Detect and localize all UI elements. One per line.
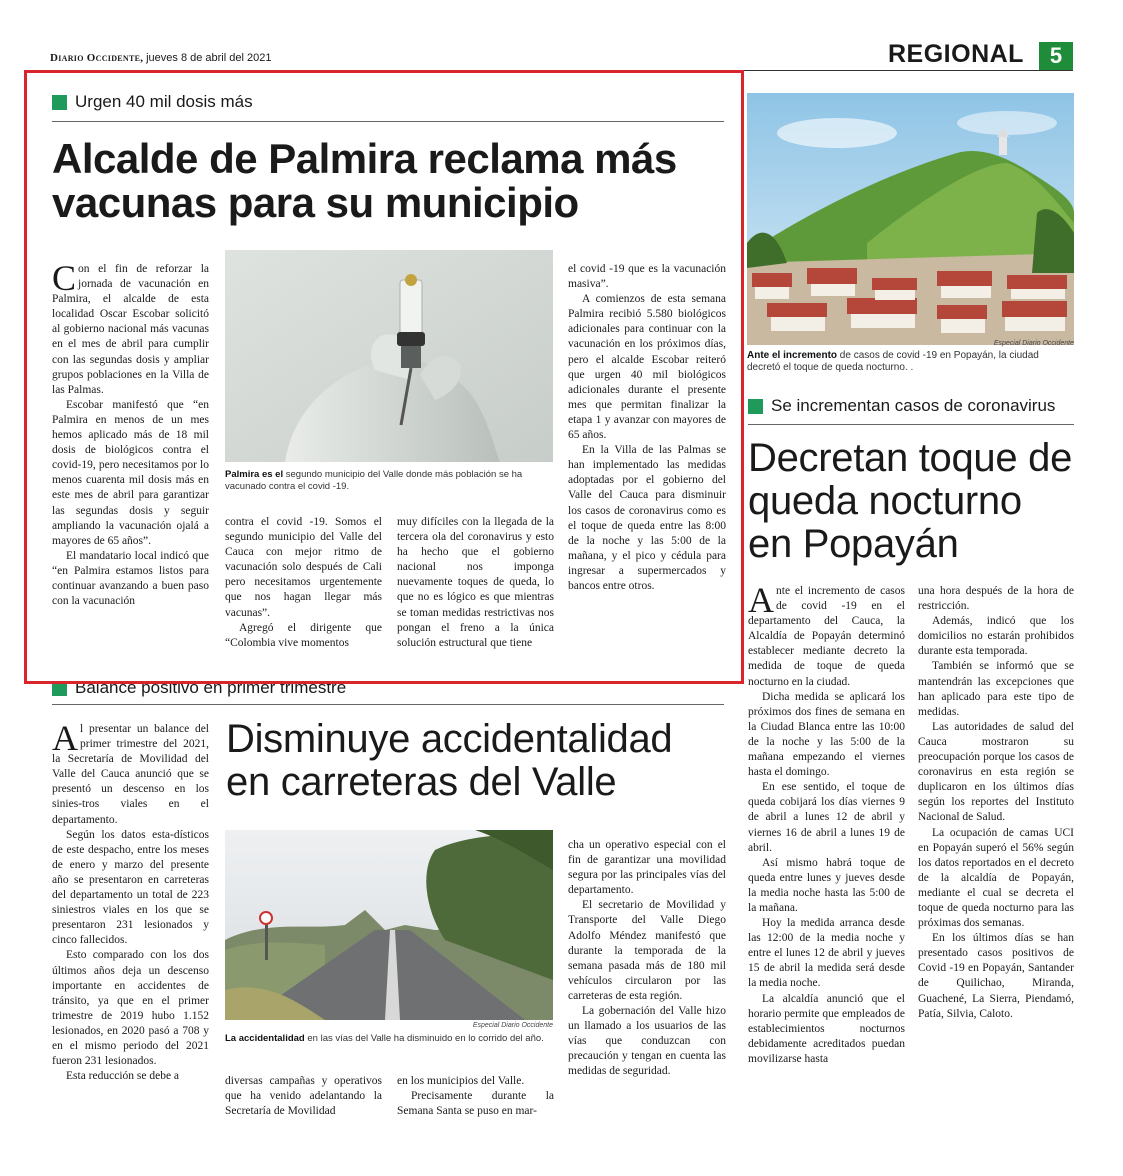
- article2-kicker: [52, 678, 346, 698]
- article2-photo-credit: Especial Diario Occidente: [472, 1022, 553, 1029]
- kicker-square-icon: [52, 681, 67, 696]
- header-rule: [50, 70, 1073, 71]
- article1-column-4: el covid -19 que es la vacunación masiva”. A comienzos de esta semana Palmira recibió 5.580 biológicos adicionales para continuar con la vacunación en los próximos días, pero el alcalde Escobar reiteró que urgen 40 mil biológicos adicionales durante el presente mes que permitan finalizar la etapa 1 y avanzar con mayores de 65 años. En la Villa de las Palmas se han implementado las medidas adoptadas por el gobierno del Valle del Cauca para disminuir los casos de coronavirus como es el toque de queda entre las 8:00 de la noche y las 5:00 de la mañana, y el pico y cédula para ingresar a supermercados y bancos entre otros.: [568, 263, 726, 592]
- article1-headline: Alcalde de Palmira reclama más vacunas para su municipio: [52, 135, 677, 226]
- article2-headline: Disminuye accidentalidad en carreteras del Valle: [226, 717, 673, 804]
- dropcap: C: [52, 258, 77, 298]
- kicker-square-icon: [748, 399, 763, 414]
- article2-kicker-rule: [52, 704, 724, 705]
- section-name: REGIONAL: [888, 40, 1024, 68]
- article2-column-4: cha un operativo especial con el fin de garantizar una movilidad segura por las principales vías del departamento. El secretario de Movilidad y Transporte del Valle Diego Adolfo Méndez manifestó que durante la temporada de la semana pasada más de 180 mil vehículos circularon por las carreteras de esta región. La gobernación del Valle hizo un llamado a los usuarios de las vías que conduzcan con precaución y tengan en cuenta las medidas de seguridad.: [568, 839, 726, 1078]
- article3-caption: Ante el incremento de casos de covid -19 en Popayán, la ciudad decretó el toque de queda nocturno. .: [747, 350, 1039, 373]
- dropcap: A: [748, 580, 774, 620]
- article1-column-1: Con el fin de reforzar la jornada de vacunación en Palmira, el alcalde de esta localidad Oscar Escobar solicitó al gobierno nacional más vacunas en el mes de abril para cumplir con las segundas dosis y ampliar grupos poblaciones en la Villa de las Palmas. Escobar manifestó que “en Palmira en menos de un mes hemos aplicado más de 18 mil dosis de biológicos contra el covid-19, pero necesitamos por lo menos cuarenta mil dosis más en este mes de abril para garantizar las segundas dosis y seguir ampliando la vacunación ojalá a mayores de 65 años”. El mandatario local indicó que “en Palmira estamos listos para continuar avanzando a buen paso con la vacunación: [52, 258, 209, 608]
- article3-column-2: una hora después de la hora de restricción. Además, indicó que los domicilios no estarán prohibidos durante esta temporada. También se informó que se mantendrán las excepciones que han aplicado para este tipo de medidas. Las autoridades de salud del Cauca mostraron su preocupación porque los casos de coronavirus en esta región se duplicaron en los últimos días según los reportes del Instituto Nacional de Salud. La ocupación de camas UCI en Popayán superó el 56% según los datos reportados en el decreto de la alcaldía de Popayán, mediante el cual se decreta el toque de queda nocturno para las próximas dos semanas. En los últimos días se han presentado casos positivos de Covid -19 en Popayán, Santander de Quilichao, Miranda, Guachené, La Sierra, Piendamó, Patía, Silvia, Caloto.: [918, 585, 1074, 1020]
- road-photo: [225, 830, 553, 1020]
- kicker-text: Se incrementan casos de coronavirus: [771, 396, 1056, 415]
- issue-date: jueves 8 de abril del 2021: [146, 52, 272, 64]
- masthead: [50, 52, 271, 64]
- newspaper-brand: Diario Occidente,: [50, 52, 144, 64]
- dropcap: A: [52, 718, 78, 758]
- article1-column-2: contra el covid -19. Somos el segundo municipio del Valle del Cauca con mejor ritmo de vacunación solo después de Cali pero necesitamos urgentemente que nos hagan llegar más vacunas”. Agregó el dirigente que “Colombia vive momentos: [225, 516, 382, 649]
- article1-kicker: [52, 92, 253, 112]
- article2-caption: La accidentalidad en las vías del Valle ha disminuido en lo corrido del año.: [225, 1033, 544, 1044]
- kicker-square-icon: [52, 95, 67, 110]
- article2-column-3: en los municipios del Valle. Precisamente durante la Semana Santa se puso en mar-: [397, 1075, 554, 1118]
- page-number: 5: [1039, 42, 1073, 70]
- article2-column-2: diversas campañas y operativos que ha venido adelantando la Secretaría de Movilidad: [225, 1075, 382, 1118]
- article2-column-1: Al presentar un balance del primer trimestre del 2021, la Secretaría de Movilidad del Valle del Cauca anunció que se presentó un descenso en los sinies-tros viales en el departamento. Según los datos esta-dísticos de este despacho, entre los meses de enero y marzo del presente año se presentaron en carreteras del departamento un total de 223 siniestros viales en los que se presentaron 231 lesionados y cinco fallecidos. Esto comparado con los dos últimos años deja un descenso importante en accidentes de tránsito, ya que en el primer trimestre de 2019 hubo 1.152 lesionados, en 2020 pasó a 708 y en el mismo periodo del 2021 fueron 231 lesionados. Esta reducción se debe a: [52, 718, 209, 1083]
- vaccine-photo: [225, 250, 553, 462]
- article3-column-1: Ante el incremento de casos de covid -19 en el departamento del Cauca, la Alcaldía de Popayán determinó establecer mediante decreto la medida de toque de queda nocturno en la ciudad. Dicha medida se aplicará los próximos dos fines de semana en la Ciudad Blanca entre las 10:00 de la noche y las 5:00 de la mañana empezando el viernes hasta el domingo. En ese sentido, el toque de queda cobijará los días viernes 9 de abril a lunes 12 de abril y viernes 16 de abril a lunes 19 de abril. Así mismo habrá toque de queda entre lunes y jueves desde la media noche hasta las 5:00 de la mañana. Hoy la medida arranca desde las 12:00 de la media noche y entre el lunes 12 de abril y jueves 15 de abril la medida será desde la media noche. La alcaldía anunció que el horario permite que empleados de establecimientos nocturnos debidamente acreditados puedan movilizarse hasta: [748, 580, 905, 1065]
- kicker-text: Balance positivo en primer trimestre: [75, 678, 347, 697]
- article3-headline: Decretan toque de queda nocturno en Popayán: [748, 436, 1073, 566]
- article3-photo-credit: Especial Diario Occidente: [993, 340, 1074, 347]
- kicker-text: Urgen 40 mil dosis más: [75, 92, 253, 111]
- article1-kicker-rule: [52, 121, 724, 122]
- article3-kicker: [748, 396, 1055, 416]
- popayan-photo: [747, 93, 1074, 345]
- article3-kicker-rule: [748, 424, 1074, 425]
- article1-column-3: muy difíciles con la llegada de la tercera ola del coronavirus y esto ha hecho que el gobierno nacional nos imponga nuevamente toques de queda, lo que no es lógico es que mientras se toman medidas restrictivas nos pongan el freno a la única solución estructural que tiene: [397, 516, 554, 649]
- article1-caption: Palmira es el segundo municipio del Valle donde más población se ha vacunado contra el covid -19.: [225, 469, 523, 492]
